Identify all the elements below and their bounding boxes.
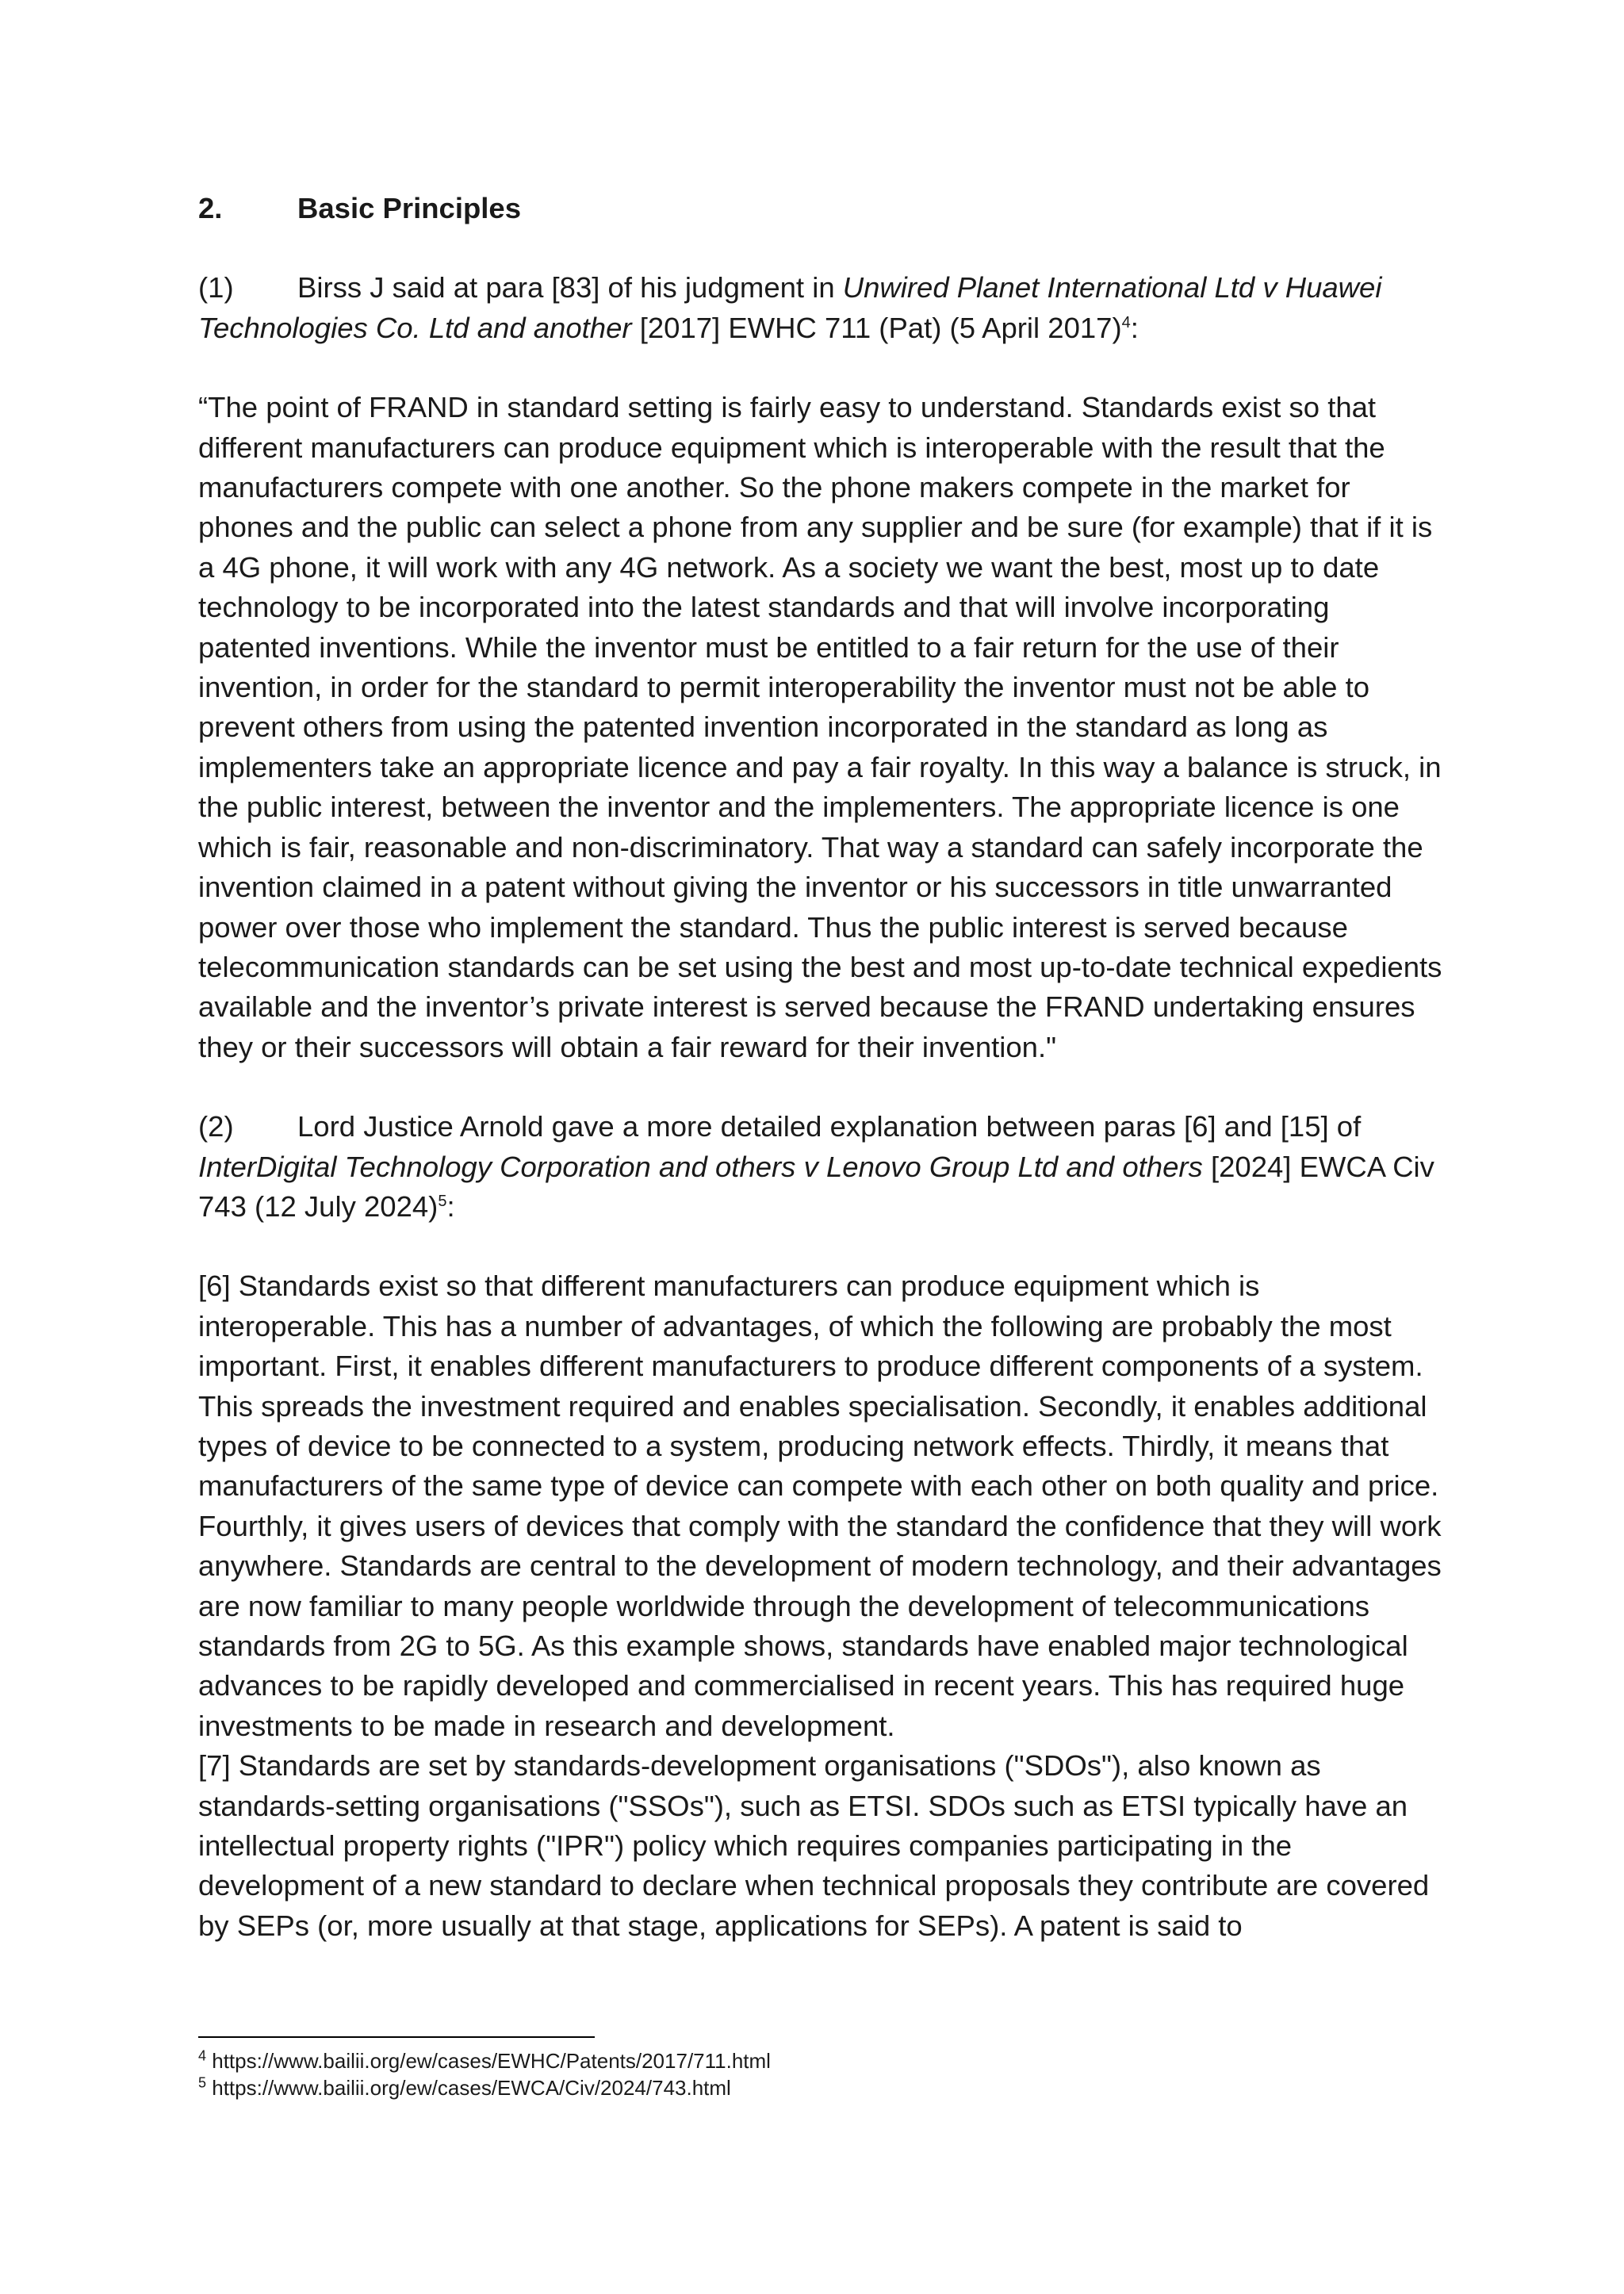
paragraph-2-case-name: InterDigital Technology Corporation and others v Lenovo Group Ltd and others [198,1150,1203,1183]
footnote-5-number: 5 [198,2074,207,2091]
quote-unwired-planet: “The point of FRAND in standard setting is fairly easy to understand. Standards exist so that different manufacturers can produce equipment which is interoperable with the result that the manufacturers compete with one another. So the phone makers compete in the market for phones and the public can select a phone from any supplier and be sure (for example) that if it is a 4G phone, it will work with any 4G network. As a society we want the best, most up to date technology to be incorporated into the latest standards and that will involve incorporating patented inventions. While the inventor must be entitled to a fair return for the use of their invention, in order for the standard to permit interoperability the inventor must not be able to prevent others from using the patented invention incorporated in the standard as long as implementers take an appropriate licence and pay a fair royalty. In this way a balance is struck, in the public interest, between the inventor and the implementers. The appropriate licence is one which is fair, reasonable and non-discriminatory. That way a standard can safely incorporate the invention claimed in a patent without giving the inventor or his successors in title unwarranted power over those who implement the standard. Thus the public interest is served because telecommunication standards can be set using the best and most up-to-date technical expedients available and the inventor’s private interest is served because the FRAND undertaking ensures they or their successors will obtain a fair reward for their invention." [198,391,1442,1063]
footnote-5 [198,2074,1443,2101]
paragraph-1-text-after: [2017] EWHC 711 (Pat) (5 April 2017) [631,311,1122,344]
section-heading [198,189,1443,228]
section-title: Basic Principles [297,192,522,224]
quote-interdigital-para-6: [6] Standards exist so that different manufacturers can produce equipment which is interoperable. This has a number of advantages, of which the following are probably the most important. First, it enables different manufacturers to produce different components of a system. This spreads the investment required and enables specialisation. Secondly, it enables additional types of device to be connected to a system, producing network effects. Thirdly, it means that manufacturers of the same type of device can compete with each other on both quality and price. Fourthly, it gives users of devices that comply with the standard the confidence that they will work anywhere. Standards are central to the development of modern technology, and their advantages are now familiar to many people worldwide through the development of telecommunications standards from 2G to 5G. As this example shows, standards have enabled major technological advances to be rapidly developed and commercialised in recent years. This has required huge investments to be made in research and development. [198,1270,1442,1742]
paragraph-2-colon: : [446,1189,455,1223]
paragraph-2-text-after: [2024] EWCA Civ 743 (12 July 2024) [198,1150,1434,1223]
paragraph-1-text-before: Birss J said at para [83] of his judgment in [297,271,843,304]
section-number: 2. [198,192,223,224]
paragraph-1 [198,268,1443,348]
footnote-ref-5[interactable]: 5 [438,1192,447,1210]
quote-interdigital-para-7: [7] Standards are set by standards-development organisations ("SDOs"), also known as standards-setting organisations ("SSOs"), such as ETSI. SDOs such as ETSI typically have an intellectual property rights ("IPR") policy which requires companies participating in the development of a new standard to declare when technical proposals they contribute are covered by SEPs (or, more usually at that stage, applications for SEPs). A patent is said to [198,1749,1430,1942]
footnote-4-number: 4 [198,2047,207,2064]
footnote-4 [198,2047,1443,2074]
footnotes [198,2036,1443,2101]
footnote-5-link[interactable]: https://www.bailii.org/ew/cases/EWCA/Civ/2024/743.html [206,2076,731,2100]
paragraph-2 [198,1107,1443,1227]
paragraph-1-case-name: Unwired Planet International Ltd v Huawei Technologies Co. Ltd and another [198,271,1382,344]
paragraph-1-colon: : [1130,311,1139,344]
footnote-4-link[interactable]: https://www.bailii.org/ew/cases/EWHC/Patents/2017/711.html [206,2049,771,2073]
paragraph-2-label: (2) [198,1110,234,1143]
document-page [198,189,1443,1946]
paragraph-1-label: (1) [198,271,234,304]
footnote-ref-4[interactable]: 4 [1121,313,1131,331]
paragraph-2-text-before: Lord Justice Arnold gave a more detailed explanation between paras [6] and [15] of [297,1110,1362,1143]
footnote-separator [198,2036,595,2038]
